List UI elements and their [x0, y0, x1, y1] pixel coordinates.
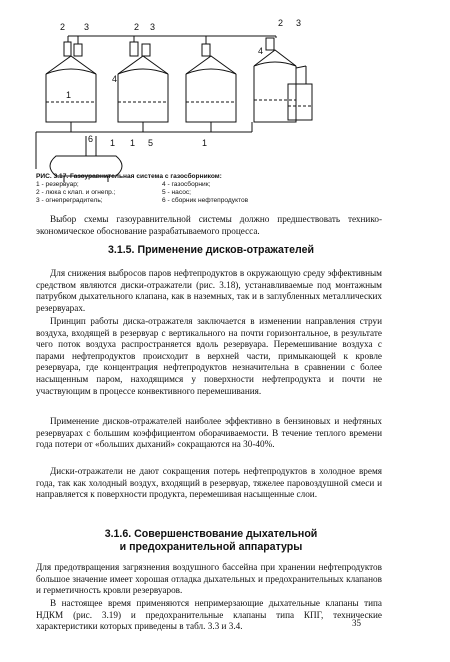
svg-text:2: 2 [60, 22, 66, 32]
svg-text:4: 4 [258, 46, 264, 56]
gas-collector-pipe [36, 122, 252, 169]
page-number: 35 [352, 618, 361, 628]
legend-item: 2 - люка с клап. и огнепр.; [36, 189, 116, 196]
section-heading-3-1-6-line1: 3.1.6. Совершенствование дыхательной [104, 528, 318, 540]
svg-text:1: 1 [110, 138, 116, 148]
paragraph: Применение дисков-отражателей наиболее эффективно в бензиновых и нефтяных резервуарах с большим коэффициентом оборачиваемости. В течение теплого времени года потери от «больших дыханий» сокращаются на 30-40%. [36, 416, 382, 450]
svg-text:1: 1 [202, 138, 208, 148]
intro-paragraph: Выбор схемы газоуравнительной системы должно предшествовать технико-экономическое обоснование разрабатываемого процесса. [36, 214, 382, 236]
svg-text:3: 3 [150, 22, 156, 32]
svg-text:2: 2 [134, 22, 140, 32]
legend-item: 6 - сборник нефтепродуктов [162, 197, 249, 204]
legend-item: 5 - насос; [162, 189, 192, 196]
svg-text:2: 2 [278, 18, 284, 28]
svg-text:3: 3 [84, 22, 90, 32]
caption-title: РИС. 3.17. Газоуравнительная система с газосборником: [36, 173, 222, 180]
legend-item: 4 - газосборник; [162, 181, 211, 188]
figure-caption [36, 173, 336, 205]
tank-middle [118, 36, 216, 122]
legend-item: 3 - огнепреградитель; [36, 197, 103, 204]
section-heading-3-1-5: 3.1.5. Применение дисков-отражателей [108, 244, 314, 256]
svg-text:1: 1 [130, 138, 136, 148]
svg-text:3: 3 [296, 18, 302, 28]
paragraph: Диски-отражатели не дают сокращения потерь нефтепродуктов в холодное время года, так как холодный воздух, входящий в резервуар, тяжелее паровоздушной смеси и направляется к поверхности продукта, перемешивая насыщенные слои. [36, 466, 382, 500]
svg-text:4: 4 [112, 74, 118, 84]
svg-text:1: 1 [66, 90, 72, 100]
paragraph: Для предотвращения загрязнения воздушного бассейна при хранении нефтепродуктов большое значение имеет хорошая отладка дыхательных и предохранительных клапанов и герметичность кровли резервуаров. [36, 562, 382, 596]
section-heading-3-1-6-line2: и предохранительной аппаратуры [119, 541, 303, 553]
legend-item: 1 - резервуар; [36, 181, 79, 188]
svg-text:5: 5 [148, 138, 154, 148]
caption-legend [36, 181, 336, 205]
paragraph: В настоящее время применяются непримерзающие дыхательные клапаны типа НДКМ (рис. 3.19) и предохранительные клапаны типа КПГ, технические характеристики которых приведены в табл. 3.3 и 3.4. [36, 598, 382, 632]
paragraph: Принцип работы диска-отражателя заключается в изменении направления струи воздуха, входящей в резервуар с вертикального на почти горизонтальное, в результате чего поток воздуха распространяется вдоль резервуара. Перемешивание воздуха с парами нефтепродуктов происходит в верхней части, примыкающей к кровле резервуара, где концентрация нефтепродуктов незначительна в сравнении с более насыщенным паром, находящимся у поверхности нефтепродукта и почти не участвующим в процессе конвективного перемешивания. [36, 316, 382, 396]
gas-equalization-diagram [26, 14, 338, 190]
paragraph: Для снижения выбросов паров нефтепродуктов в окружающую среду эффективным средством являются диски-отражатели (рис. 3.18), устанавливаемые под монтажным патрубком дыхательного клапана, как в наземных, так и в заглубленных металлических резервуарах. [36, 268, 382, 313]
svg-text:6: 6 [88, 134, 94, 144]
